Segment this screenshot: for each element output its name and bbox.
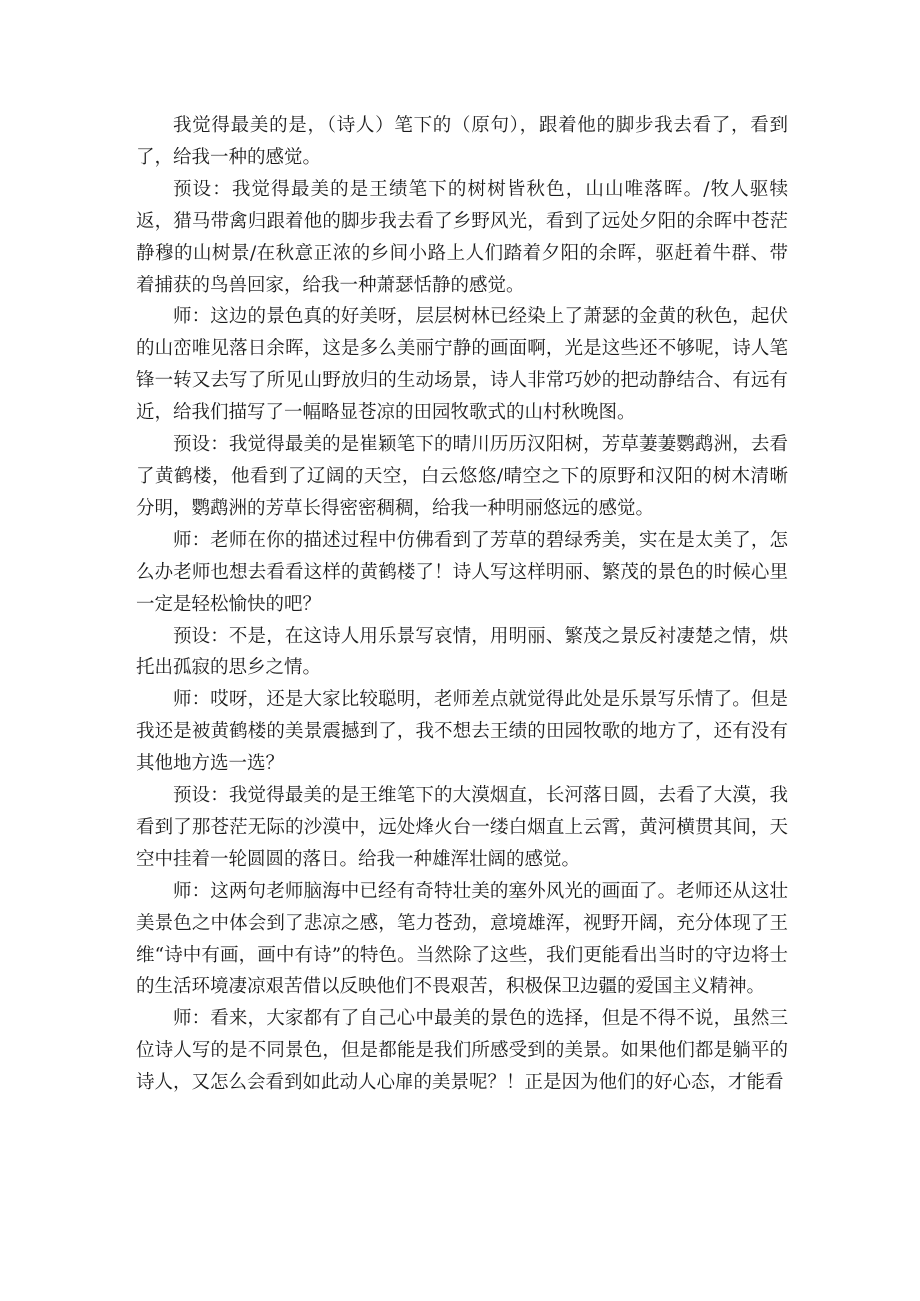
- paragraph-preset-cuihao: 预设：我觉得最美的是崔颖笔下的晴川历历汉阳树，芳草萋萋鹦鹉洲，去看了黄鹤楼，他看到了辽阔的天空，白云悠悠/晴空之下的原野和汉阳的树木清晰分明，鹦鹉洲的芳草长得密密稠稠，给我一种明丽悠远的感觉。: [136, 434, 788, 519]
- paragraph-template-prompt: 我觉得最美的是，（诗人）笔下的（原句），跟着他的脚步我去看了，看到了，给我一种的感觉。: [136, 115, 788, 168]
- paragraph-preset-wangwei: 预设：我觉得最美的是王维笔下的大漠烟直，长河落日圆，去看了大漠，我看到了那苍茫无际的沙漠中，远处烽火台一缕白烟直上云霄，黄河横贯其间，天空中挂着一轮圆圆的落日。给我一种雄浑壮阔的感觉。: [136, 785, 788, 870]
- paragraph-preset-contrast: 预设：不是，在这诗人用乐景写哀情，用明丽、繁茂之景反衬凄楚之情，烘托出孤寂的思乡之情。: [136, 625, 788, 679]
- paragraph-teacher-frontier: 师：这两句老师脑海中已经有奇特壮美的塞外风光的画面了。老师还从这壮美景色之中体会到了悲凉之感，笔力苍劲，意境雄浑，视野开阔，充分体现了王维“诗中有画，画中有诗”的特色。当然除了这些，我们更能看出当时的守边将士的生活环境凄凉艰苦借以反映他们不畏艰苦，积极保卫边疆的爱国主义精神。: [136, 880, 788, 998]
- paragraph-teacher-autumn-evening: 师：这边的景色真的好美呀，层层树林已经染上了萧瑟的金黄的秋色，起伏的山峦唯见落日余晖，这是多么美丽宁静的画面啊，光是这些还不够呢，诗人笔锋一转又去写了所见山野放归的生动场景，诗人非常巧妙的把动静结合、有远有近，给我们描写了一幅略显苍凉的田园牧歌式的山村秋晚图。: [136, 306, 788, 424]
- paragraph-teacher-choose-again: 师：哎呀，还是大家比较聪明，老师差点就觉得此处是乐景写乐情了。但是我还是被黄鹤楼的美景震撼到了，我不想去王绩的田园牧歌的地方了，还有没有其他地方选一选？: [136, 689, 788, 775]
- paragraph-preset-wangji: 预设：我觉得最美的是王绩笔下的树树皆秋色，山山唯落晖。/牧人驱犊返，猎马带禽归跟着他的脚步我去看了乡野风光，看到了远处夕阳的余晖中苍茫静穆的山树景/在秋意正浓的乡间小路上人们踏着夕阳的余晖，驱赶着牛群、带着捕获的鸟兽回家，给我一种萧瑟恬静的感觉。: [136, 178, 788, 296]
- paragraph-teacher-summary: 师：看来，大家都有了自己心中最美的景色的选择，但是不得不说，虽然三位诗人写的是不同景色，但是都能是我们所感受到的美景。如果他们都是躺平的诗人，又怎么会看到如此动人心扉的美景呢？！正是因为他们的好心态，才能看: [136, 1008, 788, 1094]
- document-page: [136, 110, 788, 1099]
- paragraph-teacher-yellow-crane: 师：老师在你的描述过程中仿佛看到了芳草的碧绿秀美，实在是太美了，怎么办老师也想去看看这样的黄鹤楼了！诗人写这样明丽、繁茂的景色的时候心里一定是轻松愉快的吧？: [136, 529, 788, 615]
